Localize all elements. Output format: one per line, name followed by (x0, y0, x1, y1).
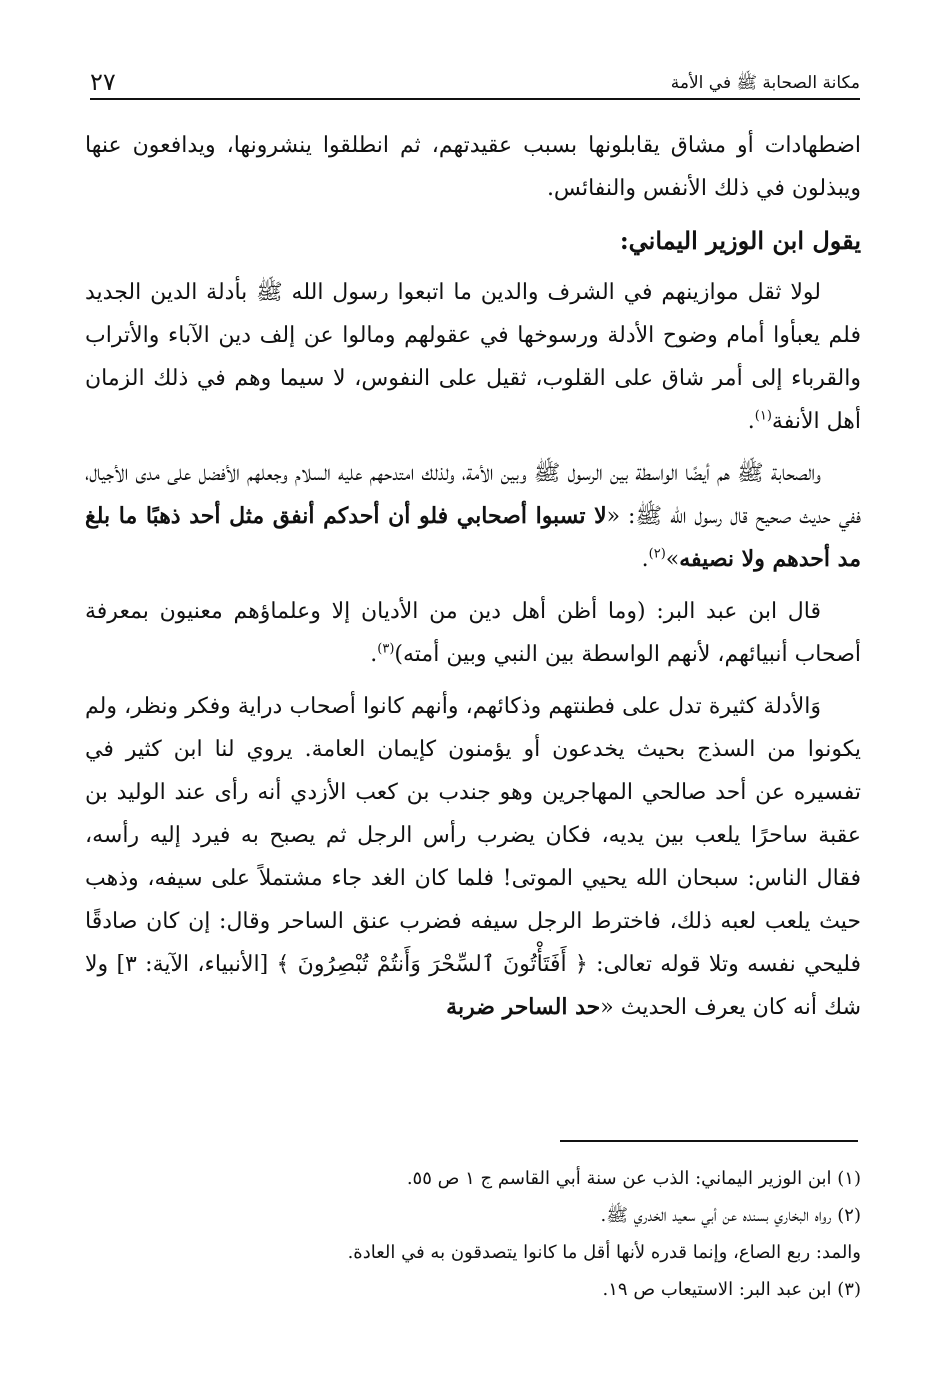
hadith-fragment: حد الساحر ضربة (446, 994, 601, 1020)
footnote-3: (٣) ابن عبد البر: الاستيعاب ص ١٩. (602, 1279, 861, 1300)
paragraph-4-end: . (370, 642, 378, 667)
footnote-ref-3: (٣) (377, 641, 395, 657)
footnotes (85, 1160, 861, 1308)
main-text (85, 124, 861, 1038)
footnote-divider (560, 1140, 858, 1142)
footnote-ref-2: (٢) (648, 546, 666, 562)
paragraph-5-text: وَالأدلة كثيرة تدل على فطنتهم وذكائهم، وأنهم كانوا أصحاب دراية وفكر ونظر، ولم يكونوا من السذج بحيث يخدعون أو يؤمنون كإيمان العامة. يروي لنا ابن كثير في تفسيره عن أحد صالحي المهاجرين وهو جندب بن كعب الأزدي أنه رأى عند الوليد بن عقبة ساحرًا يلعب بين يديه، فكان يضرب رأس الرجل ثم يصبح به فيرد إليه رأسه، فقال الناس: سبحان الله يحيي الموتى! فلما كان الغد جاء مشتملاً على سيفه، وذهب حيث يلعب لعبه ذلك، فاخترط الرجل سيفه فضرب عنق الساحر وقال: إن كان صادقًا فليحي نفسه وتلا قوله تعالى: ﴿ أَفَتَأْتُونَ ٱلسِّحْرَ وَأَنتُمْ تُبْصِرُونَ ﴾ [الأنبياء، الآية: ٣] ولا شك أنه كان يعرف الحديث « (85, 694, 862, 1020)
paragraph-5 (85, 685, 861, 1029)
footnote-1: (١) ابن الوزير اليماني: الذب عن سنة أبي القاسم ج ١ ص ٥٥. (406, 1168, 861, 1189)
paragraph-3 (85, 452, 861, 581)
paragraph-4 (85, 590, 861, 676)
paragraph-3-end: . (641, 547, 649, 572)
hadith-quote: لا تسبوا أصحابي فلو أن أحدكم أنفق مثل أحد ذهبًا ما بلغ مد أحدهم ولا نصيفه (85, 503, 861, 572)
paragraph-2 (85, 271, 861, 443)
footnote-ref-1: (١) (754, 408, 772, 424)
page-header (90, 58, 860, 98)
paragraph-4-text: قال ابن عبد البر: (وما أظن أهل دين من الأديان إلا وعلماؤهم معنيون بمعرفة أصحاب أنبيائهم، لأنهم الواسطة بين النبي وبين أمته) (85, 599, 861, 667)
paragraph-3-text: والصحابة ﷺ هم أيضًا الواسطة بين الرسول ﷺ وبين الأمة، ولذلك امتدحهم عليه السلام وجعلهم الأفضل على مدى الأجيال، ففي حديث صحيح قال رسول الله ﷺ: « (85, 461, 862, 529)
footnote-2: (٢) رواه البخاري بسنده عن أبي سعيد الخدري ﷺ. (600, 1205, 861, 1226)
running-title: مكانة الصحابة ﷺ في الأمة (670, 73, 860, 93)
paragraph-1: اضطهادات أو مشاق يقابلونها بسبب عقيدتهم، ثم انطلقوا ينشرونها، ويدافعون عنها ويبذلون في ذلك الأنفس والنفائس. (85, 133, 861, 201)
header-divider (90, 98, 860, 100)
paragraph-2-text: لولا ثقل موازينهم في الشرف والدين ما اتبعوا رسول الله ﷺ بأدلة الدين الجديد فلم يعبأوا أمام وضوح الأدلة ورسوخها في عقولهم ومالوا عن إلف دين الآباء والأتراب والقرباء إلى أمر شاق على القلوب، ثقيل على النفوس، لا سيما وهم في ذلك الزمان أهل الأنفة (85, 280, 861, 434)
section-heading: يقول ابن الوزير اليماني: (619, 226, 861, 255)
quote-close: » (665, 547, 680, 572)
footnote-2-note: والمد: ربع الصاع، وإنما قدره لأنها أقل ما كانوا يتصدقون به في العادة. (347, 1242, 861, 1263)
page-number: ٢٧ (90, 68, 116, 96)
paragraph-2-end: . (747, 409, 755, 434)
